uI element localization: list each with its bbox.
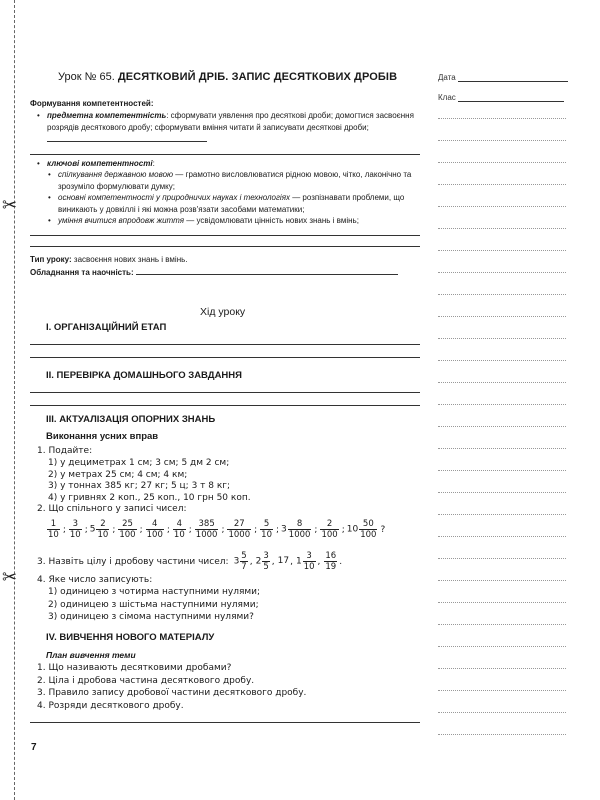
key-competency-heading: • ключові компетентності: xyxy=(37,158,422,170)
denominator: 10 xyxy=(97,530,109,540)
numerator: 50 xyxy=(359,519,377,530)
notes-line xyxy=(438,250,566,251)
separator: , xyxy=(271,556,275,567)
denominator: 10 xyxy=(261,530,272,540)
whole-part: 2 xyxy=(255,556,262,567)
class-field xyxy=(438,92,564,102)
task-2-heading: 2. Що спільного у записі чисел: xyxy=(37,504,187,514)
fraction xyxy=(69,519,82,540)
numerator: 3 xyxy=(69,519,82,530)
task-4-item: 3) одиницею з сімома наступними нулями? xyxy=(48,612,254,622)
notes-line xyxy=(438,162,566,163)
notes-line xyxy=(438,624,566,625)
fraction xyxy=(303,551,316,572)
task-3-heading: 3. Назвіть цілу і дробову частини чисел: xyxy=(37,556,229,567)
subject-competency-list xyxy=(37,110,422,146)
separator: . xyxy=(339,556,343,567)
blank-line xyxy=(30,405,420,406)
fraction xyxy=(173,519,186,540)
fraction xyxy=(359,519,377,540)
fraction xyxy=(288,519,312,540)
cut-line xyxy=(14,0,15,800)
key-competency-term: ключові компетентності xyxy=(47,159,153,168)
mixed-number xyxy=(256,551,271,572)
section-1-title: I. ОРГАНІЗАЦІЙНИЙ ЕТАП xyxy=(46,322,167,333)
separator: ; xyxy=(341,524,345,535)
notes-line xyxy=(438,338,566,339)
mixed-number xyxy=(226,519,252,540)
section-4-title: IV. ВИВЧЕННЯ НОВОГО МАТЕРІАЛУ xyxy=(46,632,215,643)
mixed-number xyxy=(347,519,379,540)
mixed-number xyxy=(319,519,339,540)
whole-part: 3 xyxy=(233,556,240,567)
numerator: 385 xyxy=(195,519,219,530)
lesson-number: Урок № 65. xyxy=(58,71,115,83)
numerator: 27 xyxy=(227,519,251,530)
notes-line xyxy=(438,558,566,559)
fraction xyxy=(324,551,337,572)
mixed-number xyxy=(90,519,111,540)
notes-line xyxy=(438,360,566,361)
denominator: 1000 xyxy=(195,530,218,540)
notes-line xyxy=(438,492,566,493)
blank-line xyxy=(30,246,420,247)
denominator: 10 xyxy=(48,530,59,540)
task-4-heading: 4. Яке число записують: xyxy=(37,575,153,585)
task-4-item: 1) одиницею з чотирма наступними нулями; xyxy=(48,587,261,597)
plan-item: 2. Ціла і дробова частина десяткового дробу. xyxy=(37,675,255,686)
fraction xyxy=(195,519,219,540)
denominator: 10 xyxy=(173,530,185,540)
key-competency-item xyxy=(48,192,422,215)
task-3-row xyxy=(37,551,345,572)
key-competency-item xyxy=(48,215,422,227)
notes-line xyxy=(438,272,566,273)
separator: ; xyxy=(84,524,88,535)
mixed-number xyxy=(145,519,165,540)
fraction xyxy=(262,551,269,572)
key-competency-term: спілкування державною мовою xyxy=(58,170,174,179)
denominator: 1000 xyxy=(228,530,251,540)
subject-competency-text: : сформувати уявлення про десяткові дроби; домогтися засвоєння розрядів десяткового дробу; сформувати вміння читати й записувати десяткові дроби; xyxy=(47,111,414,132)
blank-line xyxy=(30,344,420,345)
denominator: 100 xyxy=(146,530,163,540)
whole-part: 5 xyxy=(89,524,96,535)
notes-line xyxy=(438,646,566,647)
denominator: 100 xyxy=(360,530,377,540)
notes-line xyxy=(438,316,566,317)
separator: ; xyxy=(112,524,116,535)
equipment-line[interactable] xyxy=(136,266,398,275)
key-competency-text: — усвідомлювати цінність нових знань і вмінь; xyxy=(184,216,359,225)
fraction xyxy=(118,519,136,540)
blank-line xyxy=(30,392,420,393)
numerator: 1 xyxy=(47,519,60,530)
numerator: 4 xyxy=(173,519,186,530)
notes-line xyxy=(438,206,566,207)
date-line[interactable] xyxy=(458,72,568,82)
date-label: Дата xyxy=(438,73,456,82)
separator: ; xyxy=(314,524,318,535)
blank-line xyxy=(30,235,420,236)
blank-line xyxy=(30,722,420,723)
fraction xyxy=(240,551,247,572)
notes-line xyxy=(438,536,566,537)
blank-line xyxy=(30,154,420,155)
numerator: 5 xyxy=(241,551,247,561)
subject-competency xyxy=(37,110,422,146)
denominator: 19 xyxy=(325,562,337,572)
blank-line xyxy=(30,357,420,358)
separator: ; xyxy=(166,524,170,535)
notes-line xyxy=(438,470,566,471)
whole-part: 10 xyxy=(346,524,359,535)
numerator: 16 xyxy=(325,551,337,561)
notes-line xyxy=(438,712,566,713)
separator: ; xyxy=(276,524,280,535)
notes-line xyxy=(438,448,566,449)
lesson-title xyxy=(58,71,397,83)
whole-part: 17 xyxy=(277,556,290,567)
plan-item: 3. Правило запису дробової частини десяткового дробу. xyxy=(37,688,307,698)
separator: , xyxy=(290,556,293,567)
section-2-title: II. ПЕРЕВІРКА ДОМАШНЬОГО ЗАВДАННЯ xyxy=(46,370,242,381)
fraction xyxy=(320,519,338,540)
mixed-number xyxy=(234,551,249,572)
fraction xyxy=(146,519,164,540)
separator: ; xyxy=(188,524,192,535)
mixed-number xyxy=(323,551,338,572)
separator: ? xyxy=(380,524,386,535)
notes-line xyxy=(438,668,566,669)
fill-line[interactable] xyxy=(47,133,207,142)
key-competency-list xyxy=(37,158,422,170)
denominator: 100 xyxy=(321,530,338,540)
numerator: 8 xyxy=(288,519,312,530)
fraction xyxy=(47,519,60,540)
class-label: Клас xyxy=(438,93,456,102)
denominator: 10 xyxy=(69,530,81,540)
mixed-number xyxy=(296,551,317,572)
notes-line xyxy=(438,118,566,119)
separator: ; xyxy=(221,524,225,535)
denominator: 5 xyxy=(263,562,269,572)
mixed-number xyxy=(278,556,289,567)
notes-line xyxy=(438,690,566,691)
denominator: 7 xyxy=(241,562,247,572)
task-2-fractions xyxy=(46,519,387,540)
plan-item: 4. Розряди десяткового дробу. xyxy=(37,700,184,711)
denominator: 100 xyxy=(119,530,136,540)
notes-line xyxy=(438,184,566,185)
mixed-number xyxy=(259,519,274,540)
notes-line xyxy=(438,140,566,141)
task-1-item: 2) у метрах 25 см; 4 см; 4 км; xyxy=(48,469,188,480)
mixed-number xyxy=(68,519,83,540)
notes-line xyxy=(438,228,566,229)
separator: , xyxy=(317,556,321,567)
separator: ; xyxy=(62,524,66,535)
course-title: Хід уроку xyxy=(200,306,246,318)
competencies-heading: Формування компетентностей: xyxy=(30,99,154,108)
whole-part: 1 xyxy=(295,556,302,567)
task-1-heading: 1. Подайте: xyxy=(37,446,93,456)
numerator: 3 xyxy=(303,551,316,562)
fraction xyxy=(260,519,273,540)
class-line[interactable] xyxy=(458,92,564,102)
section-4-subtitle: План вивчення теми xyxy=(46,650,136,660)
mixed-number xyxy=(172,519,187,540)
separator: ; xyxy=(139,524,143,535)
lesson-type-label: Тип уроку: xyxy=(30,255,72,264)
denominator: 10 xyxy=(303,562,315,572)
key-competency-text: — розпізнавати проблеми, що виникають у довкіллі і які можна розв'язати засобами математики; xyxy=(58,193,405,214)
mixed-number xyxy=(117,519,137,540)
notes-line xyxy=(438,580,566,581)
scissors-icon: ✂ xyxy=(2,195,18,215)
page-number: 7 xyxy=(31,742,37,753)
denominator: 1000 xyxy=(288,530,311,540)
date-field xyxy=(438,72,568,82)
lesson-topic: ДЕСЯТКОВИЙ ДРІБ. ЗАПИС ДЕСЯТКОВИХ ДРОБІВ xyxy=(117,71,398,83)
numerator: 2 xyxy=(96,519,109,530)
separator: ; xyxy=(254,524,258,535)
notes-line xyxy=(438,404,566,405)
task-1-item: 3) у тоннах 385 кг; 27 кг; 5 ц; 3 т 8 кг; xyxy=(48,481,231,491)
plan-item: 1. Що називають десятковими дробами? xyxy=(37,663,232,673)
key-competency-items xyxy=(48,169,422,227)
mixed-number xyxy=(46,519,61,540)
notes-line xyxy=(438,602,566,603)
fraction xyxy=(227,519,251,540)
task-1-item: 1) у дециметрах 1 см; 3 см; 5 дм 2 см; xyxy=(48,458,230,468)
numerator: 2 xyxy=(320,519,338,530)
subject-competency-term: предметна компетентність xyxy=(47,111,167,120)
key-competency-term: уміння вчитися впродовж життя xyxy=(58,216,185,225)
task-3-numbers xyxy=(234,551,346,572)
notes-line xyxy=(438,382,566,383)
equipment-row xyxy=(30,266,422,279)
task-4-item: 2) одиницею з шістьма наступними нулями; xyxy=(48,599,259,610)
notes-line xyxy=(438,294,566,295)
lesson-type xyxy=(30,254,188,266)
section-3-subtitle: Виконання усних вправ xyxy=(46,431,159,442)
whole-part: 3 xyxy=(281,524,287,535)
mixed-number xyxy=(281,519,312,540)
equipment-label: Обладнання та наочність: xyxy=(30,268,134,277)
notes-line xyxy=(438,426,566,427)
mixed-number xyxy=(194,519,220,540)
key-competency-item xyxy=(48,169,422,192)
key-competency-term: основні компетентності у природничих науках і технологіях xyxy=(58,193,290,202)
numerator: 5 xyxy=(260,519,273,530)
notes-line xyxy=(438,734,566,735)
numerator: 25 xyxy=(118,519,136,530)
notes-line xyxy=(438,514,566,515)
numerator: 3 xyxy=(263,551,269,561)
section-3-title: III. АКТУАЛІЗАЦІЯ ОПОРНИХ ЗНАНЬ xyxy=(46,414,216,425)
fraction xyxy=(96,519,109,540)
lesson-type-value: засвоєння нових знань і вмінь. xyxy=(71,255,188,264)
numerator: 4 xyxy=(146,519,164,530)
key-competency-text: — грамотно висловлюватися рідною мовою, чітко, лаконічно та зрозуміло формулювати думку; xyxy=(58,170,412,191)
task-1-item: 4) у гривнях 2 коп., 25 коп., 10 грн 50 коп. xyxy=(48,492,251,503)
scissors-icon: ✂ xyxy=(2,567,18,587)
separator: , xyxy=(249,556,253,567)
